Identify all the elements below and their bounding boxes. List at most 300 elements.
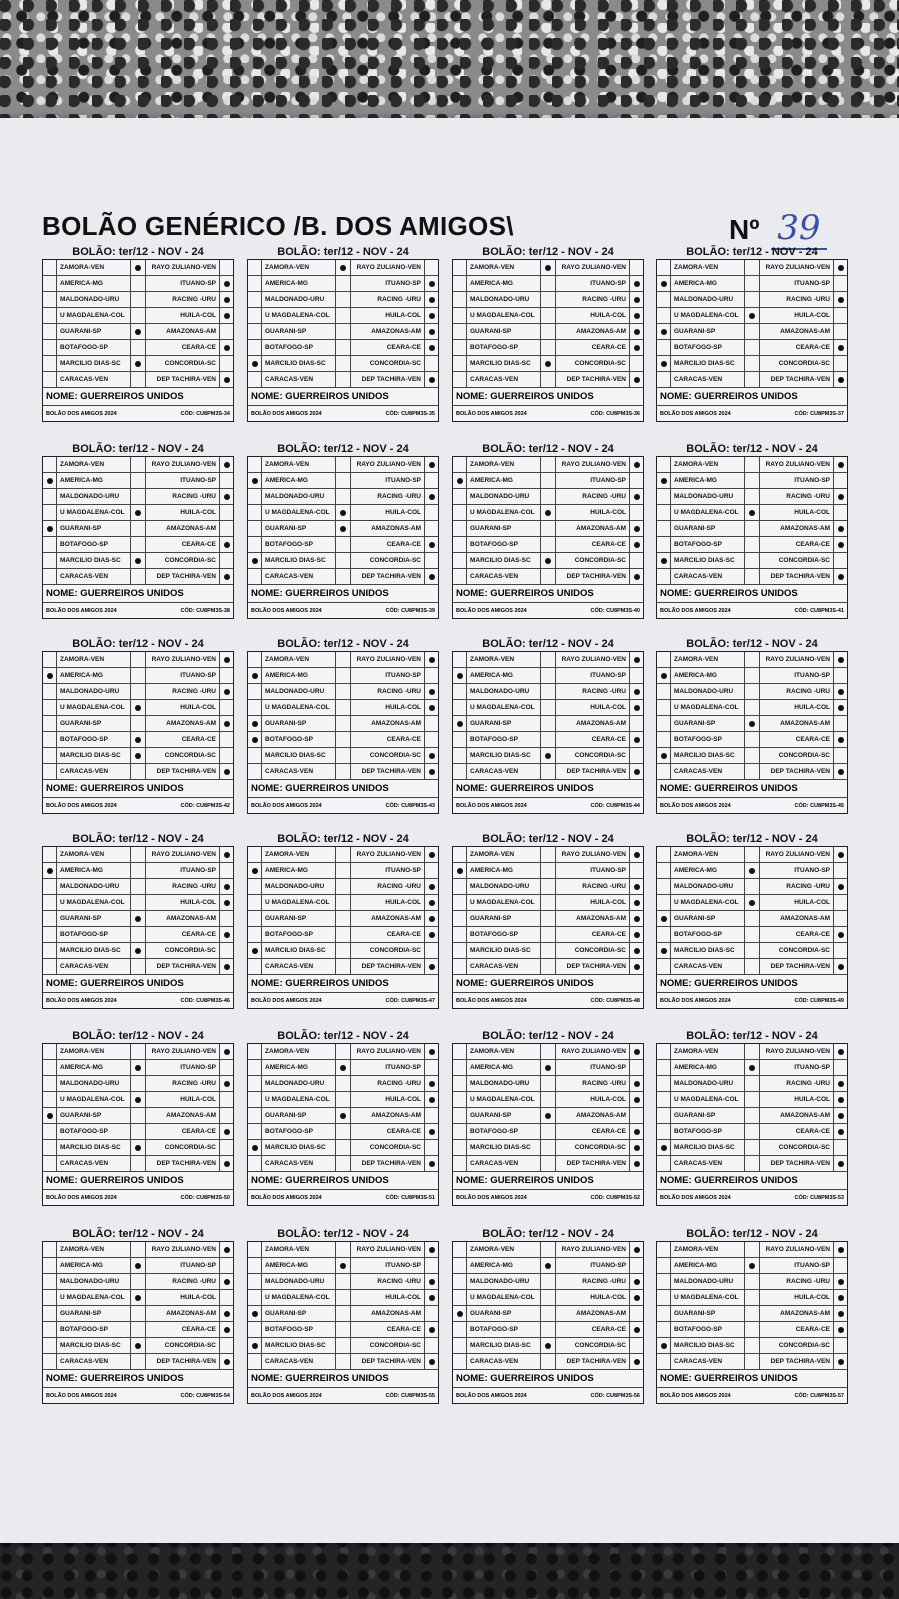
home-pick-cell[interactable] <box>43 911 57 926</box>
draw-pick-cell[interactable] <box>541 652 556 667</box>
away-pick-cell[interactable] <box>424 748 438 763</box>
away-pick-cell[interactable] <box>629 1274 643 1289</box>
away-pick-cell[interactable] <box>629 895 643 910</box>
away-pick-cell[interactable] <box>219 505 233 520</box>
draw-pick-cell[interactable] <box>541 847 556 862</box>
home-pick-cell[interactable] <box>248 324 262 339</box>
draw-pick-cell[interactable] <box>541 879 556 894</box>
away-pick-cell[interactable] <box>219 716 233 731</box>
away-pick-cell[interactable] <box>833 700 847 715</box>
away-pick-cell[interactable] <box>219 1156 233 1171</box>
draw-pick-cell[interactable] <box>541 716 556 731</box>
draw-pick-cell[interactable] <box>541 340 556 355</box>
home-pick-cell[interactable] <box>248 1242 262 1257</box>
away-pick-cell[interactable] <box>833 553 847 568</box>
away-pick-cell[interactable] <box>219 292 233 307</box>
draw-pick-cell[interactable] <box>336 895 351 910</box>
away-pick-cell[interactable] <box>833 895 847 910</box>
away-pick-cell[interactable] <box>833 943 847 958</box>
home-pick-cell[interactable] <box>248 473 262 488</box>
home-pick-cell[interactable] <box>657 292 671 307</box>
home-pick-cell[interactable] <box>43 1322 57 1337</box>
away-pick-cell[interactable] <box>833 1274 847 1289</box>
home-pick-cell[interactable] <box>657 489 671 504</box>
home-pick-cell[interactable] <box>43 716 57 731</box>
away-pick-cell[interactable] <box>629 943 643 958</box>
away-pick-cell[interactable] <box>219 457 233 472</box>
home-pick-cell[interactable] <box>453 569 467 584</box>
draw-pick-cell[interactable] <box>541 1140 556 1155</box>
away-pick-cell[interactable] <box>424 276 438 291</box>
away-pick-cell[interactable] <box>219 553 233 568</box>
draw-pick-cell[interactable] <box>131 652 146 667</box>
home-pick-cell[interactable] <box>248 732 262 747</box>
away-pick-cell[interactable] <box>219 1092 233 1107</box>
home-pick-cell[interactable] <box>453 1108 467 1123</box>
draw-pick-cell[interactable] <box>745 457 760 472</box>
away-pick-cell[interactable] <box>833 911 847 926</box>
draw-pick-cell[interactable] <box>131 569 146 584</box>
draw-pick-cell[interactable] <box>131 1258 146 1273</box>
home-pick-cell[interactable] <box>43 372 57 387</box>
away-pick-cell[interactable] <box>424 1338 438 1353</box>
home-pick-cell[interactable] <box>453 748 467 763</box>
draw-pick-cell[interactable] <box>131 716 146 731</box>
draw-pick-cell[interactable] <box>336 911 351 926</box>
home-pick-cell[interactable] <box>657 1338 671 1353</box>
draw-pick-cell[interactable] <box>541 700 556 715</box>
away-pick-cell[interactable] <box>629 911 643 926</box>
home-pick-cell[interactable] <box>657 732 671 747</box>
draw-pick-cell[interactable] <box>745 847 760 862</box>
home-pick-cell[interactable] <box>43 748 57 763</box>
draw-pick-cell[interactable] <box>336 652 351 667</box>
away-pick-cell[interactable] <box>629 764 643 779</box>
home-pick-cell[interactable] <box>248 1140 262 1155</box>
home-pick-cell[interactable] <box>248 1092 262 1107</box>
away-pick-cell[interactable] <box>629 847 643 862</box>
away-pick-cell[interactable] <box>424 473 438 488</box>
draw-pick-cell[interactable] <box>541 1322 556 1337</box>
away-pick-cell[interactable] <box>833 1338 847 1353</box>
away-pick-cell[interactable] <box>424 847 438 862</box>
draw-pick-cell[interactable] <box>131 1290 146 1305</box>
draw-pick-cell[interactable] <box>131 505 146 520</box>
away-pick-cell[interactable] <box>219 308 233 323</box>
draw-pick-cell[interactable] <box>131 292 146 307</box>
draw-pick-cell[interactable] <box>336 684 351 699</box>
home-pick-cell[interactable] <box>453 1338 467 1353</box>
away-pick-cell[interactable] <box>424 959 438 974</box>
away-pick-cell[interactable] <box>219 927 233 942</box>
away-pick-cell[interactable] <box>833 276 847 291</box>
home-pick-cell[interactable] <box>43 684 57 699</box>
draw-pick-cell[interactable] <box>336 1258 351 1273</box>
home-pick-cell[interactable] <box>453 764 467 779</box>
away-pick-cell[interactable] <box>833 356 847 371</box>
home-pick-cell[interactable] <box>453 276 467 291</box>
draw-pick-cell[interactable] <box>541 684 556 699</box>
draw-pick-cell[interactable] <box>541 1338 556 1353</box>
away-pick-cell[interactable] <box>219 1108 233 1123</box>
away-pick-cell[interactable] <box>219 340 233 355</box>
home-pick-cell[interactable] <box>657 959 671 974</box>
home-pick-cell[interactable] <box>453 1076 467 1091</box>
home-pick-cell[interactable] <box>248 668 262 683</box>
draw-pick-cell[interactable] <box>131 1242 146 1257</box>
home-pick-cell[interactable] <box>453 700 467 715</box>
draw-pick-cell[interactable] <box>745 911 760 926</box>
away-pick-cell[interactable] <box>424 308 438 323</box>
draw-pick-cell[interactable] <box>541 1274 556 1289</box>
draw-pick-cell[interactable] <box>745 1124 760 1139</box>
draw-pick-cell[interactable] <box>131 863 146 878</box>
home-pick-cell[interactable] <box>43 260 57 275</box>
home-pick-cell[interactable] <box>43 1124 57 1139</box>
away-pick-cell[interactable] <box>629 1124 643 1139</box>
home-pick-cell[interactable] <box>453 1290 467 1305</box>
away-pick-cell[interactable] <box>833 1306 847 1321</box>
draw-pick-cell[interactable] <box>131 1108 146 1123</box>
draw-pick-cell[interactable] <box>131 847 146 862</box>
draw-pick-cell[interactable] <box>541 1092 556 1107</box>
draw-pick-cell[interactable] <box>131 1076 146 1091</box>
draw-pick-cell[interactable] <box>336 276 351 291</box>
away-pick-cell[interactable] <box>424 1076 438 1091</box>
home-pick-cell[interactable] <box>657 537 671 552</box>
home-pick-cell[interactable] <box>43 569 57 584</box>
draw-pick-cell[interactable] <box>336 308 351 323</box>
draw-pick-cell[interactable] <box>336 700 351 715</box>
draw-pick-cell[interactable] <box>745 1306 760 1321</box>
draw-pick-cell[interactable] <box>745 732 760 747</box>
draw-pick-cell[interactable] <box>745 668 760 683</box>
home-pick-cell[interactable] <box>453 652 467 667</box>
away-pick-cell[interactable] <box>219 1076 233 1091</box>
home-pick-cell[interactable] <box>453 1306 467 1321</box>
draw-pick-cell[interactable] <box>541 1290 556 1305</box>
home-pick-cell[interactable] <box>43 1306 57 1321</box>
away-pick-cell[interactable] <box>629 1322 643 1337</box>
home-pick-cell[interactable] <box>248 1156 262 1171</box>
draw-pick-cell[interactable] <box>336 1290 351 1305</box>
away-pick-cell[interactable] <box>629 1306 643 1321</box>
away-pick-cell[interactable] <box>833 505 847 520</box>
draw-pick-cell[interactable] <box>745 537 760 552</box>
home-pick-cell[interactable] <box>657 748 671 763</box>
home-pick-cell[interactable] <box>248 1274 262 1289</box>
away-pick-cell[interactable] <box>833 324 847 339</box>
away-pick-cell[interactable] <box>629 489 643 504</box>
away-pick-cell[interactable] <box>629 1290 643 1305</box>
home-pick-cell[interactable] <box>43 895 57 910</box>
draw-pick-cell[interactable] <box>541 863 556 878</box>
draw-pick-cell[interactable] <box>541 911 556 926</box>
away-pick-cell[interactable] <box>629 457 643 472</box>
away-pick-cell[interactable] <box>833 1258 847 1273</box>
home-pick-cell[interactable] <box>453 1242 467 1257</box>
home-pick-cell[interactable] <box>248 292 262 307</box>
draw-pick-cell[interactable] <box>131 308 146 323</box>
draw-pick-cell[interactable] <box>336 1306 351 1321</box>
home-pick-cell[interactable] <box>43 276 57 291</box>
home-pick-cell[interactable] <box>248 505 262 520</box>
draw-pick-cell[interactable] <box>131 260 146 275</box>
draw-pick-cell[interactable] <box>131 1124 146 1139</box>
home-pick-cell[interactable] <box>657 340 671 355</box>
away-pick-cell[interactable] <box>219 356 233 371</box>
home-pick-cell[interactable] <box>657 521 671 536</box>
home-pick-cell[interactable] <box>248 684 262 699</box>
away-pick-cell[interactable] <box>424 1060 438 1075</box>
away-pick-cell[interactable] <box>424 652 438 667</box>
away-pick-cell[interactable] <box>219 847 233 862</box>
home-pick-cell[interactable] <box>43 292 57 307</box>
home-pick-cell[interactable] <box>43 1354 57 1369</box>
away-pick-cell[interactable] <box>629 668 643 683</box>
draw-pick-cell[interactable] <box>336 473 351 488</box>
home-pick-cell[interactable] <box>453 473 467 488</box>
draw-pick-cell[interactable] <box>745 879 760 894</box>
away-pick-cell[interactable] <box>629 700 643 715</box>
draw-pick-cell[interactable] <box>336 668 351 683</box>
away-pick-cell[interactable] <box>424 684 438 699</box>
draw-pick-cell[interactable] <box>541 927 556 942</box>
away-pick-cell[interactable] <box>219 1242 233 1257</box>
home-pick-cell[interactable] <box>43 1140 57 1155</box>
away-pick-cell[interactable] <box>629 732 643 747</box>
away-pick-cell[interactable] <box>629 1156 643 1171</box>
home-pick-cell[interactable] <box>657 1290 671 1305</box>
draw-pick-cell[interactable] <box>336 847 351 862</box>
home-pick-cell[interactable] <box>248 1076 262 1091</box>
away-pick-cell[interactable] <box>424 489 438 504</box>
away-pick-cell[interactable] <box>424 356 438 371</box>
draw-pick-cell[interactable] <box>745 652 760 667</box>
draw-pick-cell[interactable] <box>745 943 760 958</box>
draw-pick-cell[interactable] <box>131 895 146 910</box>
home-pick-cell[interactable] <box>657 764 671 779</box>
draw-pick-cell[interactable] <box>745 863 760 878</box>
home-pick-cell[interactable] <box>657 1044 671 1059</box>
draw-pick-cell[interactable] <box>336 505 351 520</box>
home-pick-cell[interactable] <box>248 308 262 323</box>
away-pick-cell[interactable] <box>629 863 643 878</box>
draw-pick-cell[interactable] <box>336 1140 351 1155</box>
away-pick-cell[interactable] <box>629 372 643 387</box>
away-pick-cell[interactable] <box>629 324 643 339</box>
draw-pick-cell[interactable] <box>131 276 146 291</box>
home-pick-cell[interactable] <box>657 1258 671 1273</box>
home-pick-cell[interactable] <box>657 276 671 291</box>
away-pick-cell[interactable] <box>629 959 643 974</box>
home-pick-cell[interactable] <box>43 1338 57 1353</box>
away-pick-cell[interactable] <box>219 489 233 504</box>
draw-pick-cell[interactable] <box>541 1124 556 1139</box>
home-pick-cell[interactable] <box>453 324 467 339</box>
draw-pick-cell[interactable] <box>541 668 556 683</box>
draw-pick-cell[interactable] <box>541 959 556 974</box>
draw-pick-cell[interactable] <box>336 1274 351 1289</box>
draw-pick-cell[interactable] <box>336 1322 351 1337</box>
draw-pick-cell[interactable] <box>541 260 556 275</box>
away-pick-cell[interactable] <box>219 879 233 894</box>
away-pick-cell[interactable] <box>219 1060 233 1075</box>
home-pick-cell[interactable] <box>657 652 671 667</box>
away-pick-cell[interactable] <box>424 340 438 355</box>
home-pick-cell[interactable] <box>248 569 262 584</box>
away-pick-cell[interactable] <box>219 895 233 910</box>
draw-pick-cell[interactable] <box>336 943 351 958</box>
away-pick-cell[interactable] <box>424 1092 438 1107</box>
home-pick-cell[interactable] <box>43 1156 57 1171</box>
away-pick-cell[interactable] <box>219 1322 233 1337</box>
draw-pick-cell[interactable] <box>541 1060 556 1075</box>
draw-pick-cell[interactable] <box>131 1140 146 1155</box>
home-pick-cell[interactable] <box>248 260 262 275</box>
home-pick-cell[interactable] <box>248 489 262 504</box>
home-pick-cell[interactable] <box>657 1092 671 1107</box>
home-pick-cell[interactable] <box>43 324 57 339</box>
home-pick-cell[interactable] <box>248 340 262 355</box>
draw-pick-cell[interactable] <box>541 1076 556 1091</box>
draw-pick-cell[interactable] <box>131 764 146 779</box>
draw-pick-cell[interactable] <box>131 356 146 371</box>
draw-pick-cell[interactable] <box>336 1076 351 1091</box>
away-pick-cell[interactable] <box>424 1242 438 1257</box>
draw-pick-cell[interactable] <box>541 537 556 552</box>
home-pick-cell[interactable] <box>248 1060 262 1075</box>
draw-pick-cell[interactable] <box>541 1156 556 1171</box>
away-pick-cell[interactable] <box>833 1092 847 1107</box>
home-pick-cell[interactable] <box>43 1044 57 1059</box>
home-pick-cell[interactable] <box>657 1108 671 1123</box>
draw-pick-cell[interactable] <box>336 1124 351 1139</box>
draw-pick-cell[interactable] <box>745 1060 760 1075</box>
away-pick-cell[interactable] <box>833 1322 847 1337</box>
draw-pick-cell[interactable] <box>745 1076 760 1091</box>
draw-pick-cell[interactable] <box>131 1060 146 1075</box>
draw-pick-cell[interactable] <box>131 1274 146 1289</box>
away-pick-cell[interactable] <box>219 911 233 926</box>
home-pick-cell[interactable] <box>657 847 671 862</box>
away-pick-cell[interactable] <box>424 895 438 910</box>
away-pick-cell[interactable] <box>424 1354 438 1369</box>
away-pick-cell[interactable] <box>424 1108 438 1123</box>
home-pick-cell[interactable] <box>453 847 467 862</box>
home-pick-cell[interactable] <box>248 1258 262 1273</box>
home-pick-cell[interactable] <box>43 1242 57 1257</box>
home-pick-cell[interactable] <box>657 457 671 472</box>
home-pick-cell[interactable] <box>248 1322 262 1337</box>
draw-pick-cell[interactable] <box>541 292 556 307</box>
home-pick-cell[interactable] <box>657 668 671 683</box>
away-pick-cell[interactable] <box>219 473 233 488</box>
home-pick-cell[interactable] <box>43 943 57 958</box>
home-pick-cell[interactable] <box>248 943 262 958</box>
draw-pick-cell[interactable] <box>336 879 351 894</box>
draw-pick-cell[interactable] <box>131 1156 146 1171</box>
away-pick-cell[interactable] <box>833 1354 847 1369</box>
draw-pick-cell[interactable] <box>131 324 146 339</box>
away-pick-cell[interactable] <box>219 1258 233 1273</box>
away-pick-cell[interactable] <box>833 1242 847 1257</box>
away-pick-cell[interactable] <box>424 732 438 747</box>
draw-pick-cell[interactable] <box>745 1322 760 1337</box>
draw-pick-cell[interactable] <box>541 553 556 568</box>
away-pick-cell[interactable] <box>424 863 438 878</box>
home-pick-cell[interactable] <box>248 879 262 894</box>
home-pick-cell[interactable] <box>657 569 671 584</box>
home-pick-cell[interactable] <box>657 1242 671 1257</box>
home-pick-cell[interactable] <box>248 700 262 715</box>
home-pick-cell[interactable] <box>453 308 467 323</box>
away-pick-cell[interactable] <box>219 324 233 339</box>
draw-pick-cell[interactable] <box>131 1354 146 1369</box>
home-pick-cell[interactable] <box>248 764 262 779</box>
away-pick-cell[interactable] <box>629 1338 643 1353</box>
home-pick-cell[interactable] <box>657 684 671 699</box>
draw-pick-cell[interactable] <box>745 489 760 504</box>
draw-pick-cell[interactable] <box>745 521 760 536</box>
away-pick-cell[interactable] <box>424 700 438 715</box>
draw-pick-cell[interactable] <box>336 372 351 387</box>
away-pick-cell[interactable] <box>629 652 643 667</box>
home-pick-cell[interactable] <box>453 927 467 942</box>
away-pick-cell[interactable] <box>424 521 438 536</box>
home-pick-cell[interactable] <box>657 372 671 387</box>
home-pick-cell[interactable] <box>248 521 262 536</box>
home-pick-cell[interactable] <box>657 1060 671 1075</box>
draw-pick-cell[interactable] <box>745 1354 760 1369</box>
home-pick-cell[interactable] <box>453 553 467 568</box>
away-pick-cell[interactable] <box>629 260 643 275</box>
draw-pick-cell[interactable] <box>745 372 760 387</box>
away-pick-cell[interactable] <box>629 1076 643 1091</box>
home-pick-cell[interactable] <box>248 457 262 472</box>
away-pick-cell[interactable] <box>833 473 847 488</box>
draw-pick-cell[interactable] <box>745 1258 760 1273</box>
draw-pick-cell[interactable] <box>541 489 556 504</box>
away-pick-cell[interactable] <box>219 1044 233 1059</box>
away-pick-cell[interactable] <box>629 1242 643 1257</box>
away-pick-cell[interactable] <box>424 1274 438 1289</box>
draw-pick-cell[interactable] <box>745 1108 760 1123</box>
home-pick-cell[interactable] <box>43 652 57 667</box>
home-pick-cell[interactable] <box>657 1076 671 1091</box>
draw-pick-cell[interactable] <box>541 308 556 323</box>
home-pick-cell[interactable] <box>43 1274 57 1289</box>
draw-pick-cell[interactable] <box>336 927 351 942</box>
home-pick-cell[interactable] <box>248 1108 262 1123</box>
draw-pick-cell[interactable] <box>336 732 351 747</box>
home-pick-cell[interactable] <box>657 927 671 942</box>
away-pick-cell[interactable] <box>219 521 233 536</box>
away-pick-cell[interactable] <box>219 1274 233 1289</box>
away-pick-cell[interactable] <box>629 521 643 536</box>
away-pick-cell[interactable] <box>833 1124 847 1139</box>
away-pick-cell[interactable] <box>219 569 233 584</box>
home-pick-cell[interactable] <box>657 1306 671 1321</box>
away-pick-cell[interactable] <box>424 1258 438 1273</box>
home-pick-cell[interactable] <box>453 863 467 878</box>
home-pick-cell[interactable] <box>453 1124 467 1139</box>
home-pick-cell[interactable] <box>453 1060 467 1075</box>
away-pick-cell[interactable] <box>833 684 847 699</box>
home-pick-cell[interactable] <box>43 1076 57 1091</box>
home-pick-cell[interactable] <box>248 356 262 371</box>
home-pick-cell[interactable] <box>453 505 467 520</box>
